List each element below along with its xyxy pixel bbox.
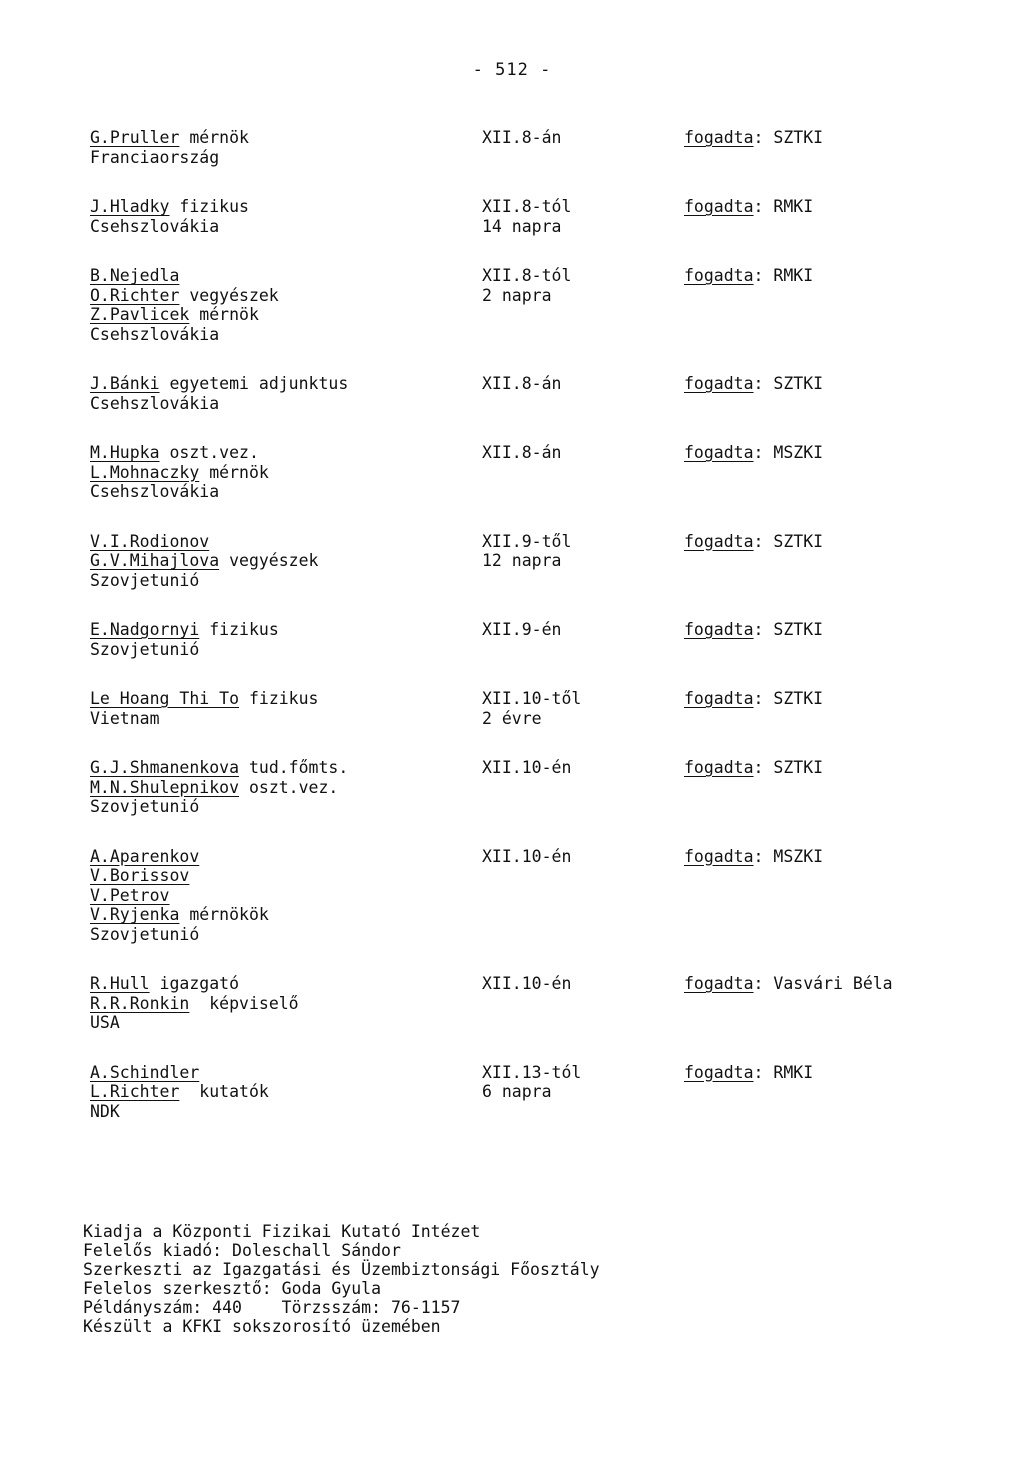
visitor-entry: [90, 374, 990, 413]
entry-line: [90, 689, 990, 709]
host-cell: [684, 197, 984, 217]
host-institute: : RMKI: [753, 197, 814, 216]
host-cell: [684, 532, 984, 552]
visitor-name: Z.Pavlicek: [90, 305, 190, 324]
received-label: fogadta: [684, 974, 754, 993]
visit-date: [482, 305, 684, 325]
received-label: fogadta: [684, 846, 754, 866]
entry-line: [90, 925, 990, 945]
host-cell: [684, 1082, 984, 1102]
entry-line: [90, 1102, 990, 1122]
entry-line: [90, 443, 990, 463]
visitor-name: V.I.Rodionov: [90, 531, 210, 551]
visitor-entry: [90, 197, 990, 236]
host-cell: [684, 620, 984, 640]
visit-date: [482, 886, 684, 906]
visitor-name: J.Bánki: [90, 374, 160, 393]
host-cell: [684, 640, 984, 660]
visitor-cell: [90, 905, 482, 925]
visit-date: XII.8-tól: [482, 266, 572, 285]
visitor-name: G.J.Shmanenkova: [90, 758, 240, 777]
host-cell: [684, 128, 984, 148]
visit-date: [482, 1013, 684, 1033]
entry-line: [90, 709, 990, 729]
visitor-role: mérnökök: [179, 905, 269, 924]
visitor-cell: [90, 640, 482, 660]
host-institute: : SZTKI: [753, 531, 824, 551]
visitor-cell: [90, 394, 482, 414]
host-cell: [684, 689, 984, 709]
host-institute: : MSZKI: [753, 443, 824, 462]
entry-line: [90, 758, 990, 778]
host-cell: [684, 1063, 984, 1083]
visitor-country: Szovjetunió: [90, 924, 200, 944]
entry-line: [90, 974, 990, 994]
host-cell: [684, 482, 984, 502]
visitor-role: egyetemi adjunktus: [159, 374, 349, 393]
visit-date: XII.8-án: [482, 128, 562, 147]
visit-date: XII.13-tól: [482, 1062, 582, 1082]
visitor-role: fizikus: [169, 197, 249, 216]
visit-date: [482, 925, 684, 945]
received-label: fogadta: [684, 531, 754, 551]
visit-date: 12 napra: [482, 551, 562, 570]
visitor-cell: [90, 1082, 482, 1102]
host-cell: [684, 758, 984, 778]
host-cell: [684, 443, 984, 463]
host-cell: [684, 305, 984, 325]
host-cell: [684, 1013, 984, 1033]
visitor-cell: [90, 374, 482, 394]
received-label: fogadta: [684, 443, 754, 462]
visitor-entry: [90, 847, 990, 945]
entry-line: [90, 905, 990, 925]
colophon-line: Példányszám: 440 Törzsszám: 76-1157: [83, 1298, 461, 1317]
visitor-name: V.Borissov: [90, 866, 190, 885]
entry-line: [90, 640, 990, 660]
visitor-country: Franciaország: [90, 147, 220, 167]
visit-date: [482, 394, 684, 414]
visitor-role: vegyészek: [179, 285, 279, 305]
host-cell: [684, 886, 984, 906]
entry-line: [90, 1082, 990, 1102]
visitor-country: Csehszlovákia: [90, 324, 220, 344]
host-cell: [684, 374, 984, 394]
colophon-line: Szerkeszti az Igazgatási és Üzembiztonsági Főosztály: [83, 1260, 600, 1279]
visitor-country: Szovjetunió: [90, 797, 200, 816]
visitor-cell: [90, 847, 482, 867]
visitor-cell: [90, 148, 482, 168]
received-label: fogadta: [684, 758, 754, 777]
host-cell: [684, 551, 984, 571]
visitor-cell: [90, 866, 482, 886]
host-cell: [684, 463, 984, 483]
visit-date: XII.10-én: [482, 846, 572, 866]
visitor-name: M.N.Shulepnikov: [90, 777, 240, 797]
host-institute: : RMKI: [753, 266, 814, 285]
visit-date: XII.10-én: [482, 974, 572, 993]
host-institute: : MSZKI: [753, 846, 824, 866]
visit-date: XII.10-től: [482, 689, 582, 708]
visitor-role: oszt.vez.: [239, 777, 339, 797]
host-cell: [684, 148, 984, 168]
host-institute: : SZTKI: [753, 620, 824, 639]
visit-date: 2 évre: [482, 708, 542, 728]
entry-line: [90, 532, 990, 552]
host-institute: : SZTKI: [753, 128, 824, 147]
entry-line: [90, 551, 990, 571]
entry-line: [90, 571, 990, 591]
visitor-entry: [90, 758, 990, 817]
visit-date: [482, 148, 684, 168]
visit-date: [482, 797, 684, 817]
host-cell: [684, 797, 984, 817]
visit-date: [482, 571, 684, 591]
host-cell: [684, 1102, 984, 1122]
host-institute: : SZTKI: [753, 758, 824, 777]
visit-date: XII.8-án: [482, 374, 562, 393]
visitor-cell: [90, 286, 482, 306]
visitor-list: [90, 128, 990, 1151]
host-cell: [684, 847, 984, 867]
visitor-country: Szovjetunió: [90, 639, 200, 659]
host-cell: [684, 925, 984, 945]
visitor-country: Csehszlovákia: [90, 216, 220, 236]
visitor-name: Le Hoang Thi To: [90, 689, 240, 708]
visitor-cell: [90, 778, 482, 798]
visit-date: XII.8-án: [482, 443, 562, 462]
visitor-country: Csehszlovákia: [90, 482, 220, 501]
entry-line: [90, 128, 990, 148]
visitor-role: vegyészek: [219, 551, 319, 570]
visitor-entry: [90, 689, 990, 728]
entry-line: [90, 994, 990, 1014]
visit-date: XII.8-tól: [482, 197, 572, 216]
visitor-role: fizikus: [239, 689, 319, 708]
visit-date: [482, 640, 684, 660]
visit-date: [482, 325, 684, 345]
host-institute: : SZTKI: [753, 374, 824, 393]
entry-line: [90, 620, 990, 640]
visitor-entry: [90, 620, 990, 659]
visitor-cell: [90, 551, 482, 571]
visit-date: [482, 905, 684, 925]
visitor-cell: [90, 1102, 482, 1122]
visitor-cell: [90, 197, 482, 217]
visitor-cell: [90, 1013, 482, 1033]
visit-date: [482, 994, 684, 1014]
visitor-name: R.R.Ronkin: [90, 993, 190, 1013]
host-cell: [684, 709, 984, 729]
received-label: fogadta: [684, 374, 754, 393]
visitor-name: L.Richter: [90, 1082, 180, 1101]
visitor-cell: [90, 217, 482, 237]
host-cell: [684, 866, 984, 886]
visitor-name: R.Hull: [90, 974, 150, 993]
received-label: fogadta: [684, 1062, 754, 1082]
visitor-cell: [90, 925, 482, 945]
host-cell: [684, 266, 984, 286]
visitor-entry: [90, 1063, 990, 1122]
visitor-entry: [90, 443, 990, 502]
visitor-name: L.Mohnaczky: [90, 462, 200, 482]
visit-date: [482, 482, 684, 502]
entry-line: [90, 197, 990, 217]
entry-line: [90, 1013, 990, 1033]
visitor-name: A.Schindler: [90, 1062, 200, 1082]
visitor-cell: [90, 709, 482, 729]
entry-line: [90, 463, 990, 483]
received-label: fogadta: [684, 620, 754, 639]
visit-date: 6 napra: [482, 1082, 552, 1101]
visitor-cell: [90, 128, 482, 148]
host-cell: [684, 286, 984, 306]
visitor-cell: [90, 482, 482, 502]
visitor-cell: [90, 1063, 482, 1083]
visitor-cell: [90, 620, 482, 640]
entry-line: [90, 374, 990, 394]
host-cell: [684, 994, 984, 1014]
visitor-cell: [90, 532, 482, 552]
visit-date: XII.10-én: [482, 758, 572, 777]
visit-date: [482, 463, 684, 483]
entry-line: [90, 886, 990, 906]
entry-line: [90, 325, 990, 345]
visitor-name: O.Richter: [90, 285, 180, 305]
visitor-cell: [90, 797, 482, 817]
visitor-name: B.Nejedla: [90, 266, 180, 285]
visitor-country: Vietnam: [90, 708, 160, 728]
visitor-country: USA: [90, 1013, 120, 1032]
colophon-line: Felelős kiadó: Doleschall Sándor: [83, 1241, 401, 1260]
visitor-cell: [90, 266, 482, 286]
host-cell: [684, 394, 984, 414]
visitor-name: J.Hladky: [90, 197, 170, 216]
visitor-country: Csehszlovákia: [90, 393, 220, 413]
received-label: fogadta: [684, 197, 754, 216]
colophon-line: Készült a KFKI sokszorosító üzemében: [83, 1317, 441, 1336]
visitor-country: Szovjetunió: [90, 570, 200, 590]
visitor-cell: [90, 886, 482, 906]
visitor-cell: [90, 305, 482, 325]
visitor-name: M.Hupka: [90, 443, 160, 462]
visit-date: 2 napra: [482, 285, 552, 305]
visitor-cell: [90, 758, 482, 778]
host-cell: [684, 778, 984, 798]
visitor-role: tud.főmts.: [239, 758, 349, 777]
entry-line: [90, 482, 990, 502]
visit-date: 14 napra: [482, 216, 562, 236]
entry-line: [90, 217, 990, 237]
entry-line: [90, 797, 990, 817]
visitor-role: képviselő: [189, 993, 299, 1013]
entry-line: [90, 266, 990, 286]
visitor-entry: [90, 532, 990, 591]
host-cell: [684, 325, 984, 345]
page-number: - 512 -: [472, 60, 552, 80]
host-cell: [684, 905, 984, 925]
host-institute: : RMKI: [753, 1062, 814, 1082]
entry-line: [90, 1063, 990, 1083]
visit-date: [482, 866, 684, 886]
visitor-cell: [90, 689, 482, 709]
visitor-name: A.Aparenkov: [90, 846, 200, 866]
visit-date: XII.9-től: [482, 531, 572, 551]
entry-line: [90, 778, 990, 798]
entry-line: [90, 847, 990, 867]
visit-date: [482, 778, 684, 798]
entry-line: [90, 148, 990, 168]
visitor-name: V.Ryjenka: [90, 905, 180, 924]
entry-line: [90, 305, 990, 325]
visitor-name: G.Pruller: [90, 128, 180, 147]
host-institute: : Vasvári Béla: [753, 974, 893, 993]
host-cell: [684, 974, 984, 994]
entry-line: [90, 866, 990, 886]
visitor-cell: [90, 994, 482, 1014]
host-institute: : SZTKI: [753, 689, 824, 708]
visitor-role: kutatók: [179, 1082, 269, 1101]
visitor-entry: [90, 266, 990, 344]
received-label: fogadta: [684, 266, 754, 285]
visitor-cell: [90, 463, 482, 483]
colophon-line: Kiadja a Központi Fizikai Kutató Intézet: [83, 1222, 481, 1241]
visitor-cell: [90, 325, 482, 345]
visitor-name: V.Petrov: [90, 885, 170, 905]
visitor-name: E.Nadgornyi: [90, 620, 200, 639]
visitor-name: G.V.Mihajlova: [90, 551, 220, 570]
entry-line: [90, 394, 990, 414]
visitor-cell: [90, 571, 482, 591]
visitor-entry: [90, 974, 990, 1033]
host-cell: [684, 571, 984, 591]
visitor-role: fizikus: [199, 620, 279, 639]
visitor-role: igazgató: [149, 974, 240, 993]
visitor-role: mérnök: [199, 462, 269, 482]
host-cell: [684, 217, 984, 237]
visitor-cell: [90, 443, 482, 463]
visitor-country: NDK: [90, 1101, 120, 1121]
received-label: fogadta: [684, 689, 754, 708]
received-label: fogadta: [684, 128, 754, 147]
colophon-line: Felelos szerkesztő: Goda Gyula: [83, 1279, 382, 1298]
visit-date: XII.9-én: [482, 620, 562, 639]
visitor-role: oszt.vez.: [159, 443, 259, 462]
visitor-role: mérnök: [189, 305, 259, 324]
visitor-entry: [90, 128, 990, 167]
visitor-cell: [90, 974, 482, 994]
entry-line: [90, 286, 990, 306]
colophon: [83, 1222, 783, 1336]
visit-date: [482, 1102, 684, 1122]
visitor-role: mérnök: [179, 128, 249, 147]
